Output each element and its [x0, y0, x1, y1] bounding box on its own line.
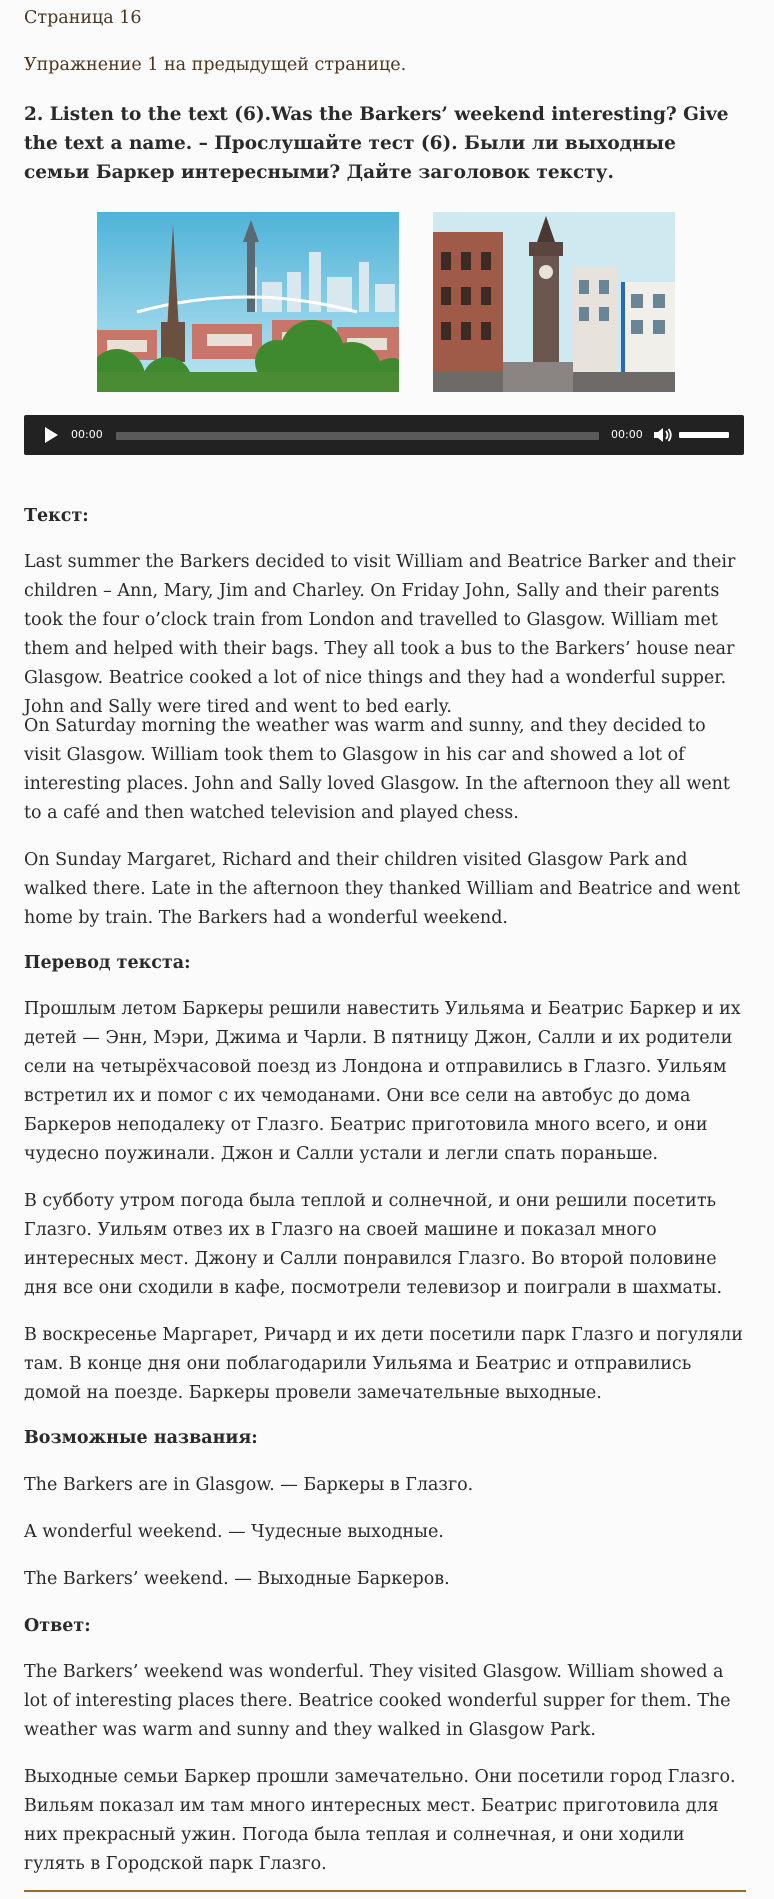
- duration-time: 00:00: [611, 428, 643, 441]
- page-number: Страница 16: [24, 8, 142, 28]
- translation-paragraph-1: Прошлым летом Баркеры решили навестить Уильяма и Беатрис Баркер и их детей — Энн, Мэри, Джима и Чарли. В пятницу Джон, Салли и их родители сели на четырёхчасовой поезд из Лондона и отправились в Глазго. Уильям встретил их и помог с их чемоданами. Они все сели на автобус до дома Баркеров неподалеку от Глазго. Беатрис приготовила много всего, и они чудесно поужинали. Джон и Салли устали и легли спать пораньше.: [24, 999, 741, 1164]
- text-paragraph-2: On Saturday morning the weather was warm and sunny, and they decided to visit Glasgow. William took them to Glasgow in his car and showed a lot of interesting places. John and Sally loved Glasgow. In the afternoon they all went to a café and then watched television and played chess.: [24, 716, 730, 823]
- answer-paragraph-2: Выходные семьи Баркер прошли замечательно. Они посетили город Глазго. Вильям показал им там много интересных мест. Беатрис приготовила для них прекрасный ужин. Погода была теплая и солнечная, и они ходили гулять в Городской парк Глазго.: [24, 1767, 736, 1874]
- exercise-reference: Упражнение 1 на предыдущей странице.: [24, 55, 407, 75]
- current-time: 00:00: [71, 428, 103, 441]
- answer-paragraph-1: The Barkers’ weekend was wonderful. They visited Glasgow. William showed a lot of interesting places there. Beatrice cooked wonderful supper for them. The weather was warm and sunny and they walked in Glasgow Park.: [24, 1662, 731, 1740]
- text-heading: Текст:: [24, 506, 89, 526]
- title-option-3: The Barkers’ weekend. — Выходные Баркеров.: [24, 1569, 450, 1589]
- play-icon[interactable]: [42, 426, 60, 444]
- text-paragraph-1: Last summer the Barkers decided to visit William and Beatrice Barker and their children – Ann, Mary, Jim and Charley. On Friday John, Sally and their parents took the four o’clock train from London and travelled to Glasgow. William met them and helped with their bags. They all took a bus to the Barkers’ house near Glasgow. Beatrice cooked a lot of nice things and they had a wonderful supper. John and Sally were tired and went to bed early.: [24, 552, 736, 717]
- translation-paragraph-3: В воскресенье Маргарет, Ричард и их дети посетили парк Глазго и погуляли там. В конце дня они поблагодарили Уильяма и Беатрис и отправились домой на поезде. Баркеры провели замечательные выходные.: [24, 1325, 743, 1403]
- text-paragraph-3: On Sunday Margaret, Richard and their children visited Glasgow Park and walked there. Late in the afternoon they thanked William and Beatrice and went home by train. The Barkers had a wonderful weekend.: [24, 850, 741, 928]
- translation-heading: Перевод текста:: [24, 953, 191, 973]
- volume-icon[interactable]: [653, 426, 673, 444]
- glasgow-tolbooth-photo: [433, 212, 675, 392]
- task-heading: 2. Listen to the text (6).Was the Barkers’ weekend interesting? Give the text a name. – Прослушайте тест (6). Были ли выходные семьи Баркер интересными? Дайте заголовок тексту.: [24, 104, 729, 183]
- answer-heading: Ответ:: [24, 1616, 91, 1636]
- bottom-divider: [24, 1890, 746, 1892]
- photo-strip: [24, 212, 744, 392]
- glasgow-skyline-photo: [97, 212, 399, 392]
- title-option-1: The Barkers are in Glasgow. — Баркеры в Глазго.: [24, 1475, 474, 1495]
- audio-player: [24, 415, 744, 455]
- progress-rail[interactable]: [116, 432, 599, 440]
- volume-slider[interactable]: [679, 432, 729, 438]
- titles-heading: Возможные названия:: [24, 1428, 258, 1448]
- title-option-2: A wonderful weekend. — Чудесные выходные.: [24, 1522, 444, 1542]
- translation-paragraph-2: В субботу утром погода была теплой и солнечной, и они решили посетить Глазго. Уильям отвез их в Глазго на своей машине и показал много интересных мест. Джону и Салли понравился Глазго. Во второй половине дня все они сходили в кафе, посмотрели телевизор и поиграли в шахматы.: [24, 1191, 723, 1298]
